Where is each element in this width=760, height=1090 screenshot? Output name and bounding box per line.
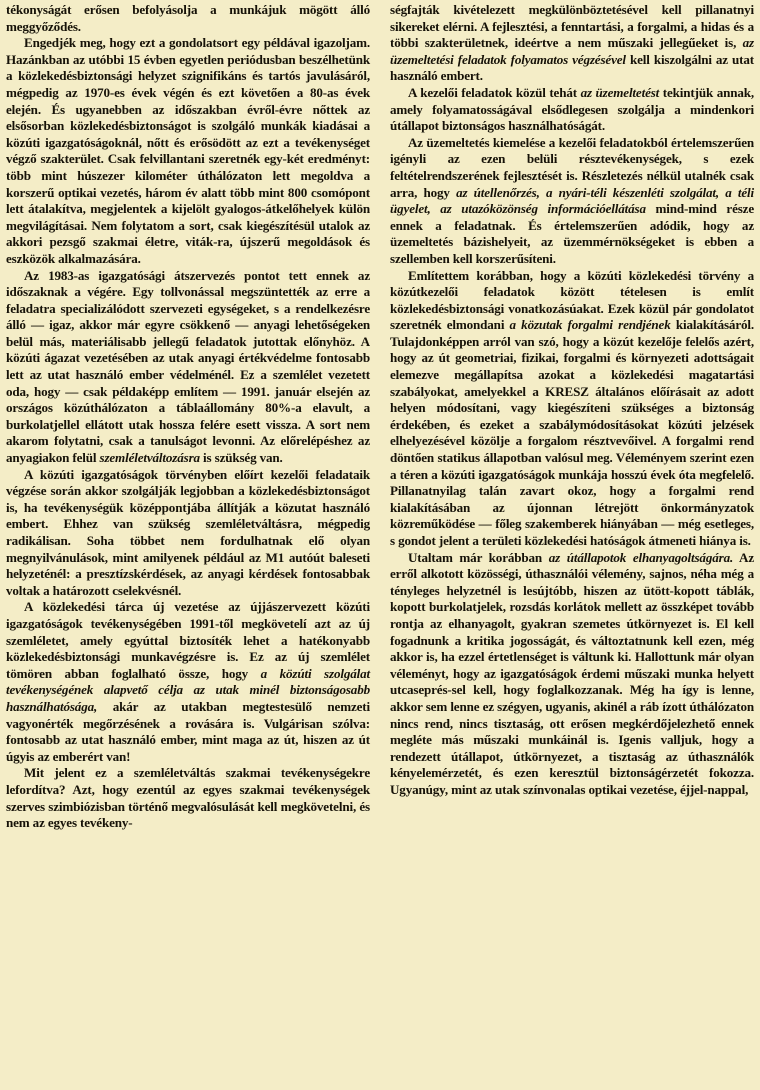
text-run: mind-mind része ennek a feladatnak. És értelemszerűen adódik, hogy az üzemeltetés bázishelyeit, az üzemmérnökségeket is ebben a szellemben kell korszerűsíteni. (390, 201, 754, 266)
text-run: A kezelői feladatok közül tehát (408, 84, 581, 100)
text-run: Utaltam már korábban (408, 549, 549, 565)
paragraph (6, 2, 370, 35)
text-run: Az erről alkotott közösségi, úthasználói vélemény, sajnos, néha még a tényleges helyzetnél is lesújtóbb, hiszen az ütött-kopott táblák, kopott burkolatjelek, rozsdás korlátok mellett az összképet tovább rontja az elhanyagolt, gyakran szemetes útkörnyezet is. El kell fogadnunk a kritika jogosságát, és változtatnunk kell ezen, még akkor is, ha ezzel értetlenséget is váltunk ki. Hallottunk már olyan véleményt, hogy az igazgatóságok érdemi műszaki munka helyett utcaseprés-sel kell, hogy foglalkozzanak. Még ha így is lenne, akkor sem lenne ez szégyen, ugyanis, akinél a ráb ízott úthálózaton nincs rend, nincs tisztaság, ott erősen megkérdőjelezhető ennek megléte más műszaki munkáinál is. Igenis valljuk, hogy a rendezett útállapot, útkörnyezet, a tisztaság az úthasználók kényelemérzetét, és ezen keresztül biztonságérzetét fokozza. Ugyanúgy, mint az utak színvonalas optikai vezetése, éjjel-nappal, (390, 549, 754, 797)
text-run: is szükség van. (199, 450, 283, 466)
text-run: A közlekedési tárca új vezetése az újjászervezett közúti igazgatóságok tevékenységében 1991-től megkövetelí azt az új szemléletet, amely egyúttal biztosíték lehet a hatékonyabb közlekedésbiztonsági munkavégzésre is. Ez az új szemlélet tömören abban foglalható össze, hogy (6, 599, 370, 681)
paragraph (390, 135, 754, 268)
right-column (390, 2, 754, 1090)
emphasized-text: az üzemeltetési feladatok folyamatos végzésével (390, 35, 754, 67)
emphasized-text: a közutak forgalmi rendjének (509, 317, 671, 333)
text-run: Az üzemeltetés kiemelése a kezelői feladatokból értelemszerűen igényli az ezen belüli résztevékenységek, s ezek feltételrendszerének fejlesztését is. Részletezés nélkül utalnék csak arra, hogy (390, 134, 754, 200)
emphasized-text: az üzemeltetést (580, 84, 660, 100)
text-run: tekintjük annak, amely folyamatosságával elsődlegesen szolgálja a mindenkori útállapot biztonságos használhatóságát. (390, 84, 755, 134)
left-column (6, 2, 370, 1090)
paragraph (6, 268, 370, 467)
text-run: kialakításáról. Tulajdonképpen arról van szó, hogy a közút kezelője felelős azért, hogy az út geometriai, fizikai, forgalmi és környezeti adottságait elemezve megállapítsa azokat a közlekedési magatartási szabályokat, amelyekkel a KRESZ általános előírásait az adott helyen módosítani, vagy kiegészíteni szükséges a biztonság érdekében, és ezeket a szabálymódosításokat közúti jelzések elhelyezésével közölje a forgalom résztvevőivel. A forgalmi rend döntően statikus állapotban valósul meg. Véleményem szerint ezen a téren a közúti igazgatóságok munkája hosszú évek óta megfelelő. Pillanatnyilag talán zavart okoz, hogy a forgalmi rend kialakításában az újonnan létrejött önkormányzatok közreműködése — főleg szakemberek hiányában — még esetleges, s gondot jelent a területi közlekedési hatóságok átmeneti hiánya is. (390, 317, 754, 548)
text-run: Az 1983-as igazgatósági átszervezés pontot tett ennek az időszaknak a végére. Egy tollvonással megszüntették az erre a feladatra specializálódott szervezeti egységeket, s a rendelkezésre álló — igaz, akkor már egyre csökkenő — anyagi lehetőségeken belül más, materiálisabb jellegű feladatok jutottak előnyhöz. A közúti ágazat vezetésében az utak anyagi értékvédelme fontosabb lett az utat használó ember védelménél. Ez a szemlélet vezetett oda, hogy — csak példaképp említem — 1991. január elsején az országos közúthálózaton a táblaállomány 80%-a elavult, a burkolatjellel ellátott utak hossza felére esett vissza. A sort nem akarom folytatni, csak a tanulságot levonni. Az előrelépéshez az anyagiakon felül (6, 267, 370, 466)
paragraph (390, 2, 754, 85)
text-run: Mit jelent ez a szemléletváltás szakmai tevékenységekre lefordítva? Azt, hogy ezentúl az egyes szakmai tevékenységek szerves szimbiózisban történő megvalósulását kell megkövetelni, és nem az egyes tevékeny- (6, 765, 370, 831)
paragraph (6, 599, 370, 765)
emphasized-text: az útállapotok elhanyagoltságára. (548, 549, 734, 565)
paragraph (6, 765, 370, 831)
paragraph (390, 268, 754, 550)
emphasized-text: szemléletváltozásra (99, 450, 200, 466)
paragraph (390, 550, 754, 799)
text-run: akár az utakban megtestesülő nemzeti vagyonérték megőrzésének a rovására is. Vulgárisan szólva: fontosabb az utat használó ember, mint maga az út, hiszen az út úgyis az emberért van! (6, 698, 370, 764)
emphasized-text: a közúti szolgálat tevékenységének alapvető célja az utak minél biztonságosabb használhatósága, (6, 665, 371, 714)
text-run: tékonyságát erősen befolyásolja a munkájuk mögött álló meggyőződés. (6, 2, 370, 34)
text-run: kell kiszolgálni az utat használó embert. (390, 51, 754, 84)
emphasized-text: az útellenőrzés, a nyári-téli készenléti szolgálat, a téli ügyelet, az utazóközönség információellátása (390, 184, 755, 217)
paragraph (6, 35, 370, 267)
text-run: Engedjék meg, hogy ezt a gondolatsort egy példával igazoljam. Hazánkban az utóbbi 15 évben egyetlen periódusban beszélhetünk a közlekedésbiztonsági helyzet szignifikáns és tartós javulásáról, mégpedig az 1970-es évek végén és ezt követően a 80-as évek elején. És ugyanebben az időszakban évről-évre nőttek az elsősorban közlekedésbiztonságot is szolgáló munkák kiadásai a közúti igazgatóságoknál, nőtt és erősödött az ezt a tevékenységet végző szakterület. Csak felvillantani szeretnék egy-két eredményt: több mint húszezer kilométer úthálózaton lett megoldva a korszerű optikai vezetés, három év alatt több mint 800 csomópont lett átalakítva, megjelentek a kijelölt gyalogos-átkelőhelyek külön megvilágításai. Nem folytatom a sort, csak kiegészítésül utalok az akkori pezsgő szakmai életre, viták-ra, újszerű megoldások és eszközök alkalmazására. (6, 35, 370, 266)
text-run: A közúti igazgatóságok törvényben előírt kezelői feladataik végzése során akkor szolgálják legjobban a közlekedésbiztonságot is, ha tevékenységük középpontjába állítják a közutat használó embert. Ehhez van szükség szemléletváltásra, mégpedig radikálisan. Soha többet nem fordulhatnak elő olyan megnyilvánulások, mint amilyenek például az M1 autóút baleseti helyzeténél: a presztízskérdések, az anyagi kérdések fontosabbak voltak a határozott cselekvésnél. (6, 466, 370, 598)
text-run: ségfajták kivételezett megkülönböztetésével kell pillanatnyi sikereket elérni. A fejlesztési, a fenntartási, a forgalmi, a hidas és a többi szakterületnek, ideértve a nem műszaki jellegűeket is, (390, 2, 754, 51)
paragraph (390, 85, 754, 135)
paragraph (6, 467, 370, 600)
text-run: Említettem korábban, hogy a közúti közlekedési törvény a közútkezelői feladatok között tételesen is említ közlekedésbiztonsági vonatkozásúakat. Ezek közül pár gondolatot szeretnék elmondani (390, 267, 754, 333)
